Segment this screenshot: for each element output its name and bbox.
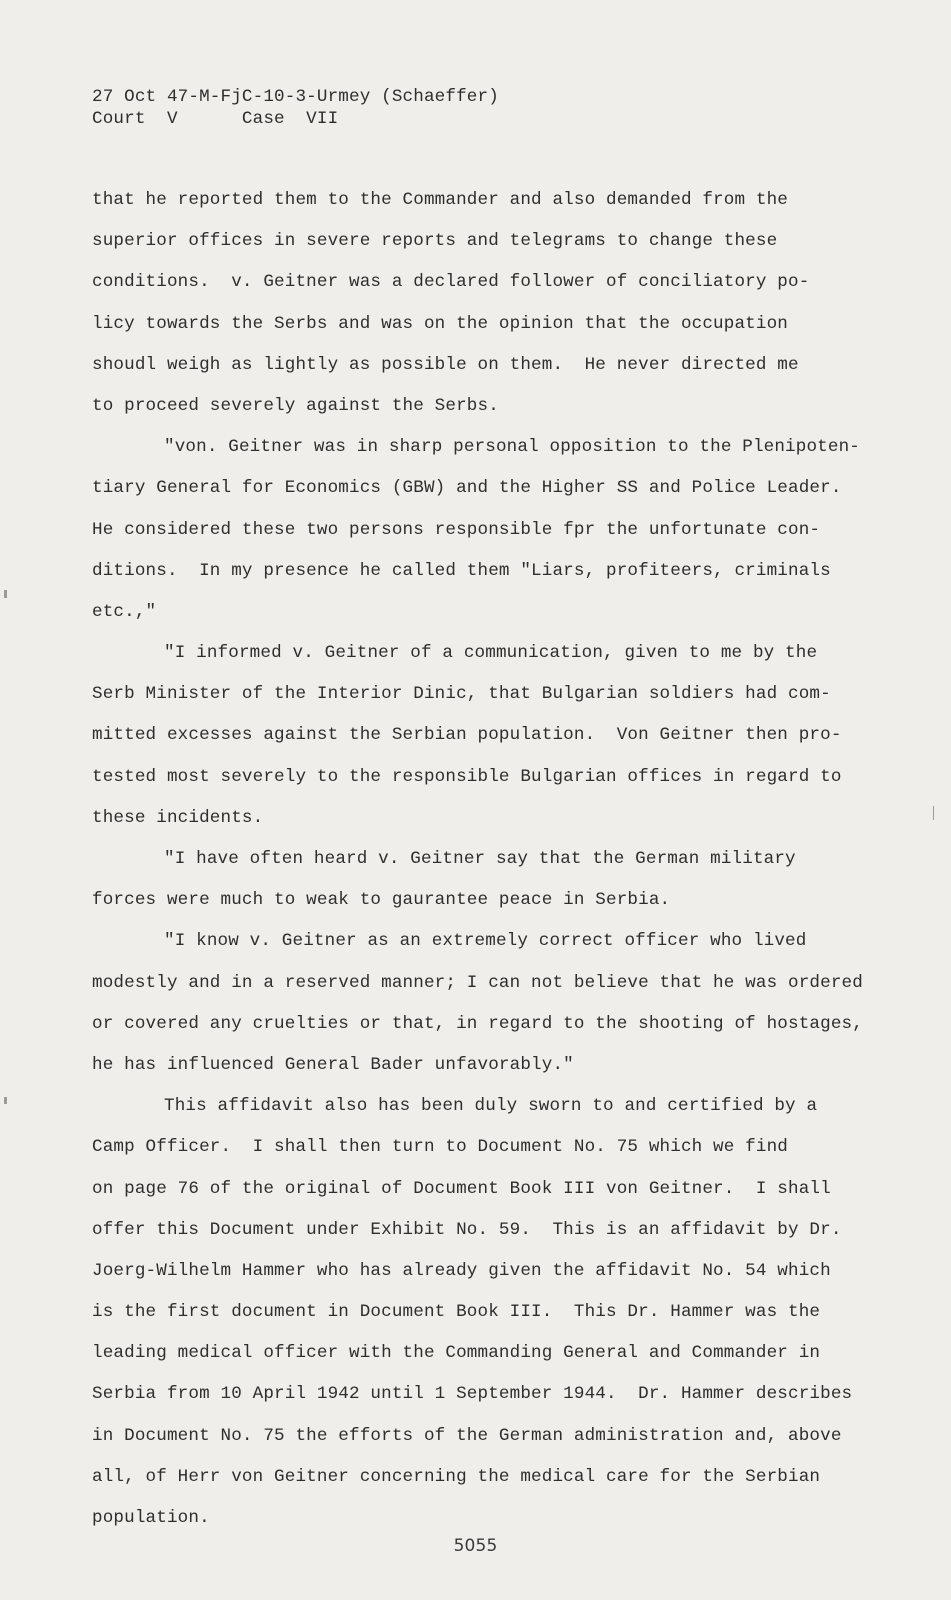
text-line: He considered these two persons responsible fpr the unfortunate con- (92, 519, 821, 540)
paragraph (92, 839, 852, 921)
text-line: tested most severely to the responsible Bulgarian offices in regard to (92, 766, 842, 787)
text-line: he has influenced General Bader unfavorably." (92, 1054, 574, 1075)
text-line: This affidavit also has been duly sworn to and certified by a (164, 1096, 818, 1117)
text-line: Serbia from 10 April 1942 until 1 September 1944. Dr. Hammer describes (92, 1384, 853, 1405)
text-line: "von. Geitner was in sharp personal opposition to the Plenipoten- (164, 437, 861, 458)
text-line: that he reported them to the Commander and also demanded from the (92, 190, 789, 210)
document-header (92, 86, 499, 130)
text-line: shoudl weigh as lightly as possible on them. He never directed me (92, 354, 799, 375)
text-line: "I informed v. Geitner of a communication, given to me by the (164, 643, 818, 664)
text-line: all, of Herr von Geitner concerning the medical care for the Serbian (92, 1466, 821, 1487)
margin-mark (933, 806, 934, 820)
text-line: leading medical officer with the Commanding General and Commander in (92, 1343, 821, 1364)
text-line: etc.," (92, 601, 157, 622)
paragraph (92, 1086, 852, 1539)
text-line: mitted excesses against the Serbian population. Von Geitner then pro- (92, 725, 842, 746)
text-line: or covered any cruelties or that, in regard to the shooting of hostages, (92, 1013, 863, 1034)
text-line: on page 76 of the original of Document Book III von Geitner. I shall (92, 1178, 831, 1199)
text-line: conditions. v. Geitner was a declared follower of conciliatory po- (92, 272, 810, 293)
text-line: ditions. In my presence he called them "Liars, profiteers, criminals (92, 560, 831, 581)
text-line: tiary General for Economics (GBW) and the Higher SS and Police Leader. (92, 478, 842, 499)
margin-mark (4, 590, 7, 598)
page-number: 5055 (453, 1536, 498, 1556)
text-line: Joerg-Wilhelm Hammer who has already given the affidavit No. 54 which (92, 1260, 831, 1281)
text-line: forces were much to weak to gaurantee peace in Serbia. (92, 890, 671, 911)
text-line: Serb Minister of the Interior Dinic, that Bulgarian soldiers had com- (92, 684, 831, 705)
text-line: "I have often heard v. Geitner say that the German military (164, 849, 796, 869)
header-line-2: Court V Case VII (92, 109, 339, 129)
header-line-1: 27 Oct 47-M-FjC-10-3-Urmey (Schaeffer) (92, 87, 499, 107)
text-line: "I know v. Geitner as an extremely correct officer who lived (164, 931, 807, 952)
text-line: superior offices in severe reports and telegrams to change these (92, 231, 778, 252)
text-line: modestly and in a reserved manner; I can not believe that he was ordered (92, 972, 863, 993)
text-line: is the first document in Document Book III. This Dr. Hammer was the (92, 1302, 821, 1323)
text-line: in Document No. 75 the efforts of the German administration and, above (92, 1425, 842, 1446)
paragraph (92, 633, 852, 839)
paragraph (92, 427, 861, 633)
paragraph (92, 180, 852, 427)
text-line: population. (92, 1508, 210, 1528)
text-line: to proceed severely against the Serbs. (92, 395, 499, 416)
text-line: Camp Officer. I shall then turn to Document No. 75 which we find (92, 1137, 789, 1158)
margin-mark (4, 1097, 7, 1104)
body-text (92, 180, 863, 1539)
text-line: offer this Document under Exhibit No. 59. This is an affidavit by Dr. (92, 1219, 842, 1240)
paragraph (92, 921, 863, 1086)
text-line: licy towards the Serbs and was on the opinion that the occupation (92, 313, 789, 334)
text-line: these incidents. (92, 807, 264, 828)
